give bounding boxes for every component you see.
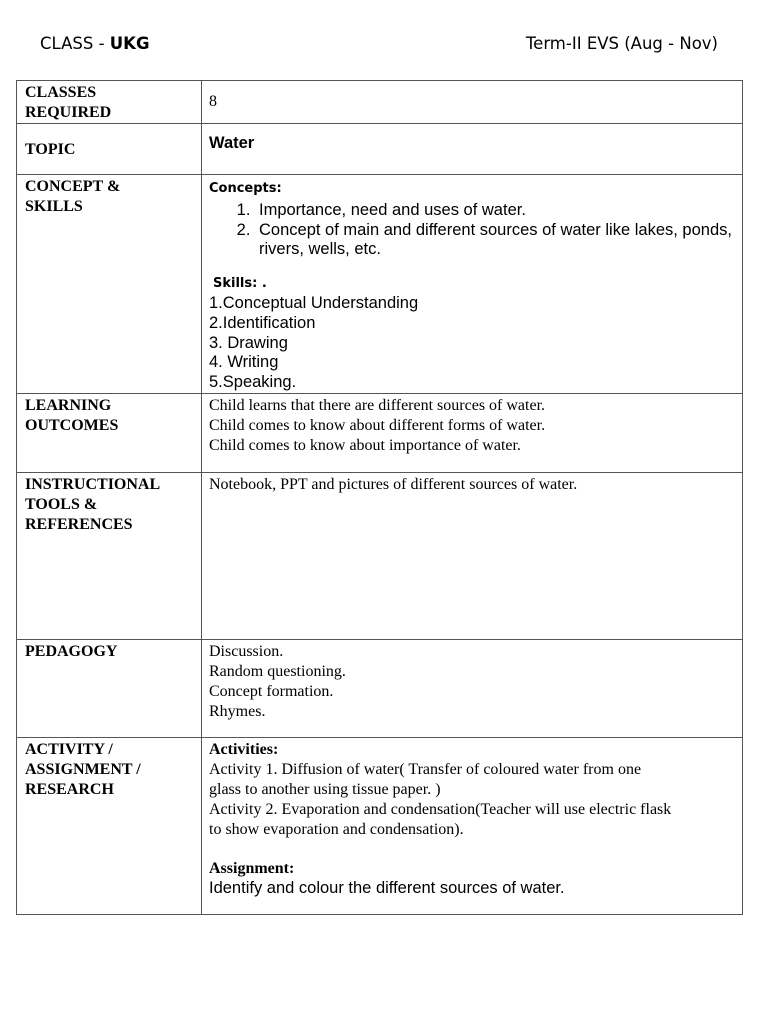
label-line: PEDAGOGY [25, 642, 118, 660]
label-line: INSTRUCTIONAL [25, 475, 161, 493]
class-label [40, 34, 150, 53]
pedagogy-line: Random questioning. [209, 662, 346, 680]
label-line: TOPIC [25, 141, 76, 158]
activities-heading: Activities: [209, 740, 279, 758]
activity-line: Activity 2. Evaporation and condensation(Teacher will use electric flask [209, 800, 672, 818]
label-instructional-tools [17, 472, 202, 639]
label-classes-required [17, 81, 202, 124]
label-line: ASSIGNMENT / [25, 760, 141, 778]
label-concept-skills [17, 175, 202, 394]
activity-line: glass to another using tissue paper. ) [209, 780, 441, 798]
label-activity-assignment [17, 737, 202, 914]
label-line: LEARNING [25, 396, 112, 414]
skill-item: 4. Writing [209, 353, 279, 372]
activity-line: Activity 1. Diffusion of water( Transfer of coloured water from one [209, 760, 642, 778]
label-line: TOOLS & [25, 495, 98, 513]
row-learning-outcomes [17, 393, 743, 472]
classes-count: 8 [209, 93, 217, 110]
skills-heading: Skills: . [213, 276, 267, 292]
skill-item: 5.Speaking. [209, 372, 297, 391]
label-pedagogy [17, 639, 202, 737]
label-learning-outcomes [17, 393, 202, 472]
row-pedagogy [17, 639, 743, 737]
row-concept-skills [17, 175, 743, 394]
label-line: ACTIVITY / [25, 740, 113, 758]
label-line: RESEARCH [25, 780, 114, 798]
assignment-text: Identify and colour the different sources of water. [209, 878, 565, 897]
value-classes-required [202, 81, 743, 124]
pedagogy-line: Rhymes. [209, 702, 266, 720]
tools-text: Notebook, PPT and pictures of different sources of water. [209, 475, 578, 493]
value-topic [202, 124, 743, 175]
pedagogy-line: Discussion. [209, 642, 284, 660]
outcome-line: Child comes to know about different forms of water. [209, 416, 546, 434]
pedagogy-line: Concept formation. [209, 682, 334, 700]
outcome-line: Child comes to know about importance of water. [209, 436, 521, 454]
assignment-heading: Assignment: [209, 859, 295, 877]
label-line: CLASSES [25, 84, 97, 101]
class-prefix: CLASS - [40, 34, 110, 53]
row-instructional-tools [17, 472, 743, 639]
label-line: SKILLS [25, 198, 83, 215]
skill-item: 2.Identification [209, 313, 316, 332]
skills-list [209, 294, 742, 393]
activity-line: to show evaporation and condensation). [209, 820, 464, 838]
label-topic [17, 124, 202, 175]
value-instructional-tools [202, 472, 743, 639]
concepts-heading: Concepts: [209, 181, 282, 196]
outcome-line: Child learns that there are different sources of water. [209, 396, 546, 414]
concepts-list [209, 201, 742, 260]
value-concept-skills [202, 175, 743, 394]
skill-item: 3. Drawing [209, 333, 288, 352]
page-header [0, 34, 770, 60]
concept-item: 1. Importance, need and uses of water. [255, 201, 742, 221]
row-activity-assignment [17, 737, 743, 914]
value-learning-outcomes [202, 393, 743, 472]
label-line: REFERENCES [25, 515, 133, 533]
value-activity-assignment [202, 737, 743, 914]
row-topic [17, 124, 743, 175]
row-classes-required [17, 81, 743, 124]
label-line: CONCEPT & [25, 178, 121, 195]
value-pedagogy [202, 639, 743, 737]
label-line: OUTCOMES [25, 416, 119, 434]
lesson-plan-table [16, 80, 743, 915]
class-value: UKG [109, 34, 150, 53]
skill-item: 1.Conceptual Understanding [209, 294, 419, 313]
label-line: REQUIRED [25, 104, 112, 121]
term-label: Term-II EVS (Aug - Nov) [525, 34, 718, 53]
topic-title: Water [209, 134, 255, 152]
concept-item: 2. Concept of main and different sources of water like lakes, ponds, rivers, wells, etc. [255, 221, 742, 260]
